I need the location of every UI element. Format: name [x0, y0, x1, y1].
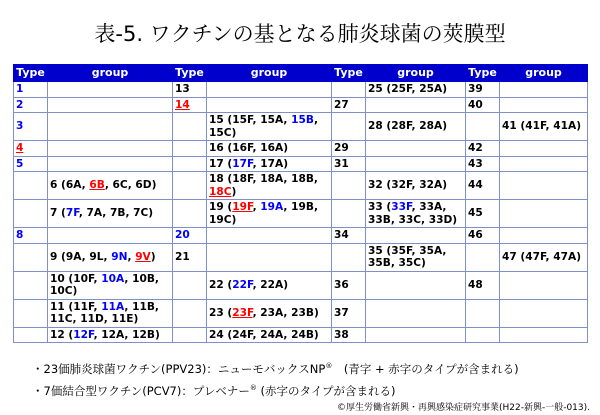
serotype-number: 3 [16, 120, 24, 133]
serogroup-highlight: 10A [101, 272, 125, 285]
type-cell [14, 97, 48, 113]
table-row [14, 156, 588, 172]
type-cell [173, 228, 207, 244]
type-cell [466, 82, 500, 98]
serotype-number: 1 [16, 83, 24, 95]
group-cell [207, 271, 332, 299]
type-cell [332, 82, 366, 98]
serogroup-text: , 22A) [252, 278, 289, 291]
type-cell [332, 141, 366, 157]
note-ppv23 [32, 357, 519, 379]
type-cell [14, 228, 48, 244]
group-cell [207, 200, 332, 228]
type-cell [332, 228, 366, 244]
serogroup-text: , 11B, 11C, 11D, 11E) [50, 300, 159, 325]
table-row [14, 172, 588, 200]
serogroup-text: ) [150, 250, 156, 263]
serogroup-text: 23 ( [209, 306, 233, 319]
type-cell [332, 200, 366, 228]
serogroup-text: , [252, 201, 261, 213]
group-cell [500, 299, 588, 327]
group-cell [207, 172, 332, 200]
type-cell [173, 113, 207, 141]
group-cell [48, 299, 173, 327]
header-group-2: group [207, 65, 332, 82]
serogroup-text: , 33A, 33B, 33C, 33D) [368, 201, 458, 226]
group-cell [48, 141, 173, 157]
table-row [14, 200, 588, 228]
serogroup-highlight: 9N [111, 250, 128, 263]
serogroup-text: 35 (35F, 35A, 35B, 35C) [368, 244, 447, 269]
serogroup-text: 16 (16F, 16A) [209, 142, 289, 154]
group-cell [48, 200, 173, 228]
type-cell [14, 327, 48, 343]
serogroup-text: 32 (32F, 32A) [368, 179, 448, 192]
table-row [14, 82, 588, 98]
group-cell [500, 113, 588, 141]
group-cell [366, 141, 466, 157]
serotype-number: 29 [334, 142, 349, 154]
serogroup-highlight: 22F [232, 278, 253, 291]
type-cell [466, 228, 500, 244]
table-row [14, 97, 588, 113]
type-cell [173, 299, 207, 327]
serogroup-text: , 12A, 12B) [93, 328, 160, 341]
group-cell [366, 172, 466, 200]
type-cell [173, 243, 207, 271]
header-type-3: Type [332, 65, 366, 82]
type-cell [14, 156, 48, 172]
header-group-3: group [366, 65, 466, 82]
serogroup-text: 41 (41F, 41A) [502, 120, 582, 133]
serogroup-highlight: 15B [291, 114, 314, 126]
type-cell [14, 243, 48, 271]
table-row [14, 271, 588, 299]
note-ppv23-legend: (青字 + 赤字のタイプが含まれる) [332, 361, 519, 376]
serotype-number: 5 [16, 157, 24, 170]
group-cell [48, 271, 173, 299]
group-cell [48, 172, 173, 200]
type-cell [466, 243, 500, 271]
group-cell [366, 327, 466, 343]
registered-mark: ® [249, 383, 257, 392]
group-cell [48, 243, 173, 271]
type-cell [332, 243, 366, 271]
group-cell [500, 200, 588, 228]
group-cell [500, 141, 588, 157]
serogroup-text: , 17A) [252, 157, 289, 170]
serogroup-text: 9 (9A, 9L, [50, 250, 112, 263]
type-cell [173, 156, 207, 172]
serotype-number: 39 [468, 83, 483, 95]
group-cell [366, 113, 466, 141]
serotype-number: 21 [175, 250, 190, 263]
group-cell [500, 327, 588, 343]
serotype-number: 8 [16, 229, 24, 241]
header-group-1: group [48, 65, 173, 82]
serogroup-text: 11 (11F, [50, 300, 102, 313]
serogroup-highlight: 6B [89, 179, 105, 192]
type-cell [173, 271, 207, 299]
group-cell [207, 327, 332, 343]
serotype-number: 42 [468, 142, 483, 154]
type-cell [332, 113, 366, 141]
note-pcv7-text: ・7価結合型ワクチン(PCV7)：プレベナー [32, 383, 250, 398]
type-cell [332, 271, 366, 299]
serogroup-highlight: 17F [232, 157, 253, 170]
type-cell [173, 97, 207, 113]
serogroup-text: ) [231, 185, 237, 198]
serogroup-highlight: 18C [209, 185, 232, 198]
type-cell [332, 156, 366, 172]
type-cell [173, 200, 207, 228]
serogroup-text: , 6C, 6D) [104, 179, 157, 192]
serogroup-text: 7 ( [50, 207, 66, 220]
serogroup-text: 12 ( [50, 328, 74, 341]
serotype-table [13, 64, 588, 343]
serogroup-text: 47 (47F, 47A) [502, 250, 582, 263]
type-cell [332, 97, 366, 113]
group-cell [48, 327, 173, 343]
serogroup-text: , 23A, 23B) [252, 306, 319, 319]
group-cell [500, 172, 588, 200]
table-row [14, 113, 588, 141]
serotype-number: 48 [468, 278, 483, 291]
serogroup-highlight: 33F [391, 201, 412, 213]
type-cell [466, 327, 500, 343]
group-cell [366, 299, 466, 327]
group-cell [500, 82, 588, 98]
group-cell [48, 156, 173, 172]
note-ppv23-text: ・23価肺炎球菌ワクチン(PPV23)：ニューモバックスNP [32, 361, 326, 376]
serogroup-text: 25 (25F, 25A) [368, 83, 448, 95]
group-cell [366, 243, 466, 271]
type-cell [466, 172, 500, 200]
type-cell [466, 299, 500, 327]
type-cell [332, 299, 366, 327]
serotype-number: 13 [175, 83, 190, 95]
type-cell [466, 113, 500, 141]
group-cell [207, 243, 332, 271]
serotype-number: 4 [16, 142, 24, 154]
serogroup-text: 10 (10F, [50, 272, 102, 285]
serogroup-highlight: 19F [232, 201, 253, 213]
group-cell [207, 82, 332, 98]
group-cell [500, 243, 588, 271]
type-cell [466, 156, 500, 172]
table-row [14, 327, 588, 343]
type-cell [466, 97, 500, 113]
header-type-1: Type [14, 65, 48, 82]
group-cell [48, 113, 173, 141]
note-pcv7 [32, 379, 519, 401]
serogroup-text: 28 (28F, 28A) [368, 120, 448, 133]
serotype-number: 36 [334, 278, 349, 291]
serotype-number: 40 [468, 98, 483, 111]
type-cell [14, 200, 48, 228]
serotype-number: 45 [468, 207, 483, 220]
serotype-number: 44 [468, 179, 483, 192]
group-cell [366, 271, 466, 299]
group-cell [366, 156, 466, 172]
table-row [14, 228, 588, 244]
type-cell [14, 299, 48, 327]
serogroup-text: 24 (24F, 24A, 24B) [209, 328, 319, 341]
group-cell [48, 228, 173, 244]
type-cell [14, 82, 48, 98]
serogroup-highlight: 12F [73, 328, 94, 341]
group-cell [366, 82, 466, 98]
group-cell [207, 113, 332, 141]
serogroup-text: 22 ( [209, 278, 233, 291]
serogroup-text: 15 (15F, 15A, [209, 114, 292, 126]
serotype-number: 2 [16, 98, 24, 111]
type-cell [466, 271, 500, 299]
type-cell [466, 141, 500, 157]
group-cell [500, 97, 588, 113]
group-cell [207, 228, 332, 244]
serogroup-text: 18 (18F, 18A, 18B, [209, 173, 318, 185]
header-type-4: Type [466, 65, 500, 82]
group-cell [48, 97, 173, 113]
group-cell [366, 97, 466, 113]
serotype-number: 34 [334, 229, 349, 241]
serotype-number: 27 [334, 98, 349, 111]
group-cell [207, 141, 332, 157]
type-cell [173, 141, 207, 157]
type-cell [173, 172, 207, 200]
type-cell [332, 172, 366, 200]
serogroup-highlight: 7F [65, 207, 79, 220]
table-row [14, 243, 588, 271]
serogroup-highlight: 11A [101, 300, 125, 313]
type-cell [466, 200, 500, 228]
group-cell [207, 299, 332, 327]
serogroup-highlight: 23F [232, 306, 253, 319]
group-cell [207, 97, 332, 113]
serogroup-text: , 15C) [209, 114, 318, 139]
serogroup-highlight: 9V [135, 250, 151, 263]
group-cell [500, 271, 588, 299]
registered-mark: ® [325, 362, 333, 370]
serotype-number: 46 [468, 229, 483, 241]
type-cell [173, 327, 207, 343]
group-cell [207, 156, 332, 172]
group-cell [500, 228, 588, 244]
table-row [14, 141, 588, 157]
table-header-row [14, 65, 588, 82]
header-group-4: group [500, 65, 588, 82]
serogroup-highlight: 19A [260, 201, 284, 213]
serotype-number: 43 [468, 157, 483, 170]
serotype-number: 37 [334, 306, 349, 319]
serogroup-text: , 10B, 10C) [50, 272, 159, 297]
serogroup-text: 6 (6A, [50, 179, 90, 192]
group-cell [500, 156, 588, 172]
notes [32, 357, 519, 401]
type-cell [14, 271, 48, 299]
group-cell [366, 228, 466, 244]
group-cell [48, 82, 173, 98]
group-cell [366, 200, 466, 228]
header-type-2: Type [173, 65, 207, 82]
serogroup-text: , [127, 250, 136, 263]
type-cell [14, 172, 48, 200]
serogroup-text: 17 ( [209, 157, 233, 170]
type-cell [14, 113, 48, 141]
table-body [14, 82, 588, 343]
table-row [14, 299, 588, 327]
serotype-number: 14 [175, 98, 190, 111]
serogroup-text: 33 ( [368, 201, 392, 213]
note-pcv7-legend: (赤字のタイプが含まれる) [256, 383, 396, 398]
serogroup-text: , 19B, 19C) [209, 201, 318, 226]
type-cell [14, 141, 48, 157]
serotype-number: 20 [175, 229, 190, 241]
source-credit: ©厚生労働省新興・再興感染症研究事業(H22-新興-一般-013). [336, 403, 590, 413]
serogroup-text: , 7A, 7B, 7C) [78, 207, 154, 220]
type-cell [332, 327, 366, 343]
serotype-number: 38 [334, 328, 349, 341]
type-cell [173, 82, 207, 98]
serotype-number: 31 [334, 157, 349, 170]
page-title: 表-5. ワクチンの基となる肺炎球菌の莢膜型 [94, 22, 506, 46]
serogroup-text: 19 ( [209, 201, 233, 213]
